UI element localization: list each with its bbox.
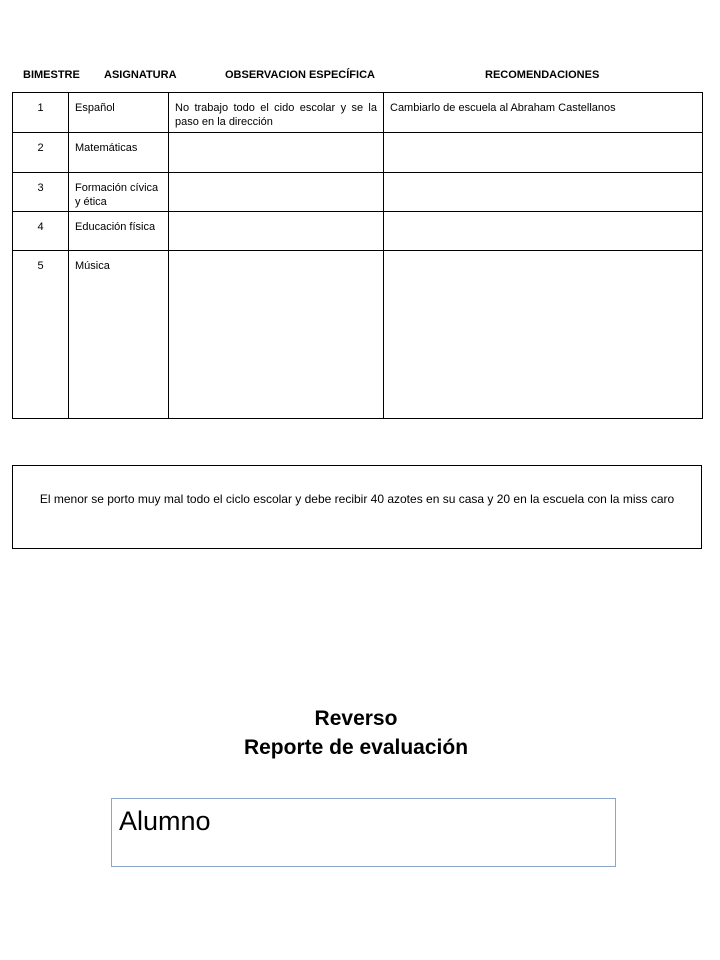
bimestre-cell: 1 xyxy=(13,93,69,133)
bimestre-cell: 2 xyxy=(13,133,69,173)
recommendation-cell xyxy=(384,251,703,419)
table-row xyxy=(13,173,703,212)
header-bimestre: BIMESTRE xyxy=(23,69,80,81)
observation-cell xyxy=(169,251,384,419)
recommendation-cell xyxy=(384,133,703,173)
table-row xyxy=(13,251,703,419)
subject-cell: Matemáticas xyxy=(69,133,169,173)
observation-cell xyxy=(169,212,384,251)
recommendation-cell: Cambiarlo de escuela al Abraham Castellanos xyxy=(384,93,703,133)
header-asignatura: ASIGNATURA xyxy=(104,69,177,81)
general-observation-text: El menor se porto muy mal todo el ciclo escolar y debe recibir 40 azotes en su casa y 20 en la escuela con la miss caro xyxy=(39,492,675,506)
table-header-row xyxy=(0,69,720,85)
reverse-title: Reverso xyxy=(314,707,398,730)
table-row xyxy=(13,133,703,173)
table-row xyxy=(13,212,703,251)
observation-cell xyxy=(169,173,384,212)
student-name-box[interactable] xyxy=(111,798,616,867)
subject-cell: Educación física xyxy=(69,212,169,251)
table-row xyxy=(13,93,703,133)
subject-cell: Formación cívica y ética xyxy=(69,173,169,212)
evaluation-table xyxy=(12,92,703,419)
observation-cell: No trabajo todo el cido escolar y se la paso en la dirección xyxy=(169,93,384,133)
observation-cell xyxy=(169,133,384,173)
recommendation-cell xyxy=(384,212,703,251)
subject-cell: Español xyxy=(69,93,169,133)
bimestre-cell: 4 xyxy=(13,212,69,251)
bimestre-cell: 5 xyxy=(13,251,69,419)
recommendation-cell xyxy=(384,173,703,212)
report-title: Reporte de evaluación xyxy=(243,736,469,759)
general-observation-box xyxy=(12,465,702,549)
header-observacion: OBSERVACION ESPECÍFICA xyxy=(225,69,375,81)
student-label: Alumno xyxy=(119,806,211,836)
bimestre-cell: 3 xyxy=(13,173,69,212)
header-recomendaciones: RECOMENDACIONES xyxy=(485,69,600,81)
subject-cell: Música xyxy=(69,251,169,419)
